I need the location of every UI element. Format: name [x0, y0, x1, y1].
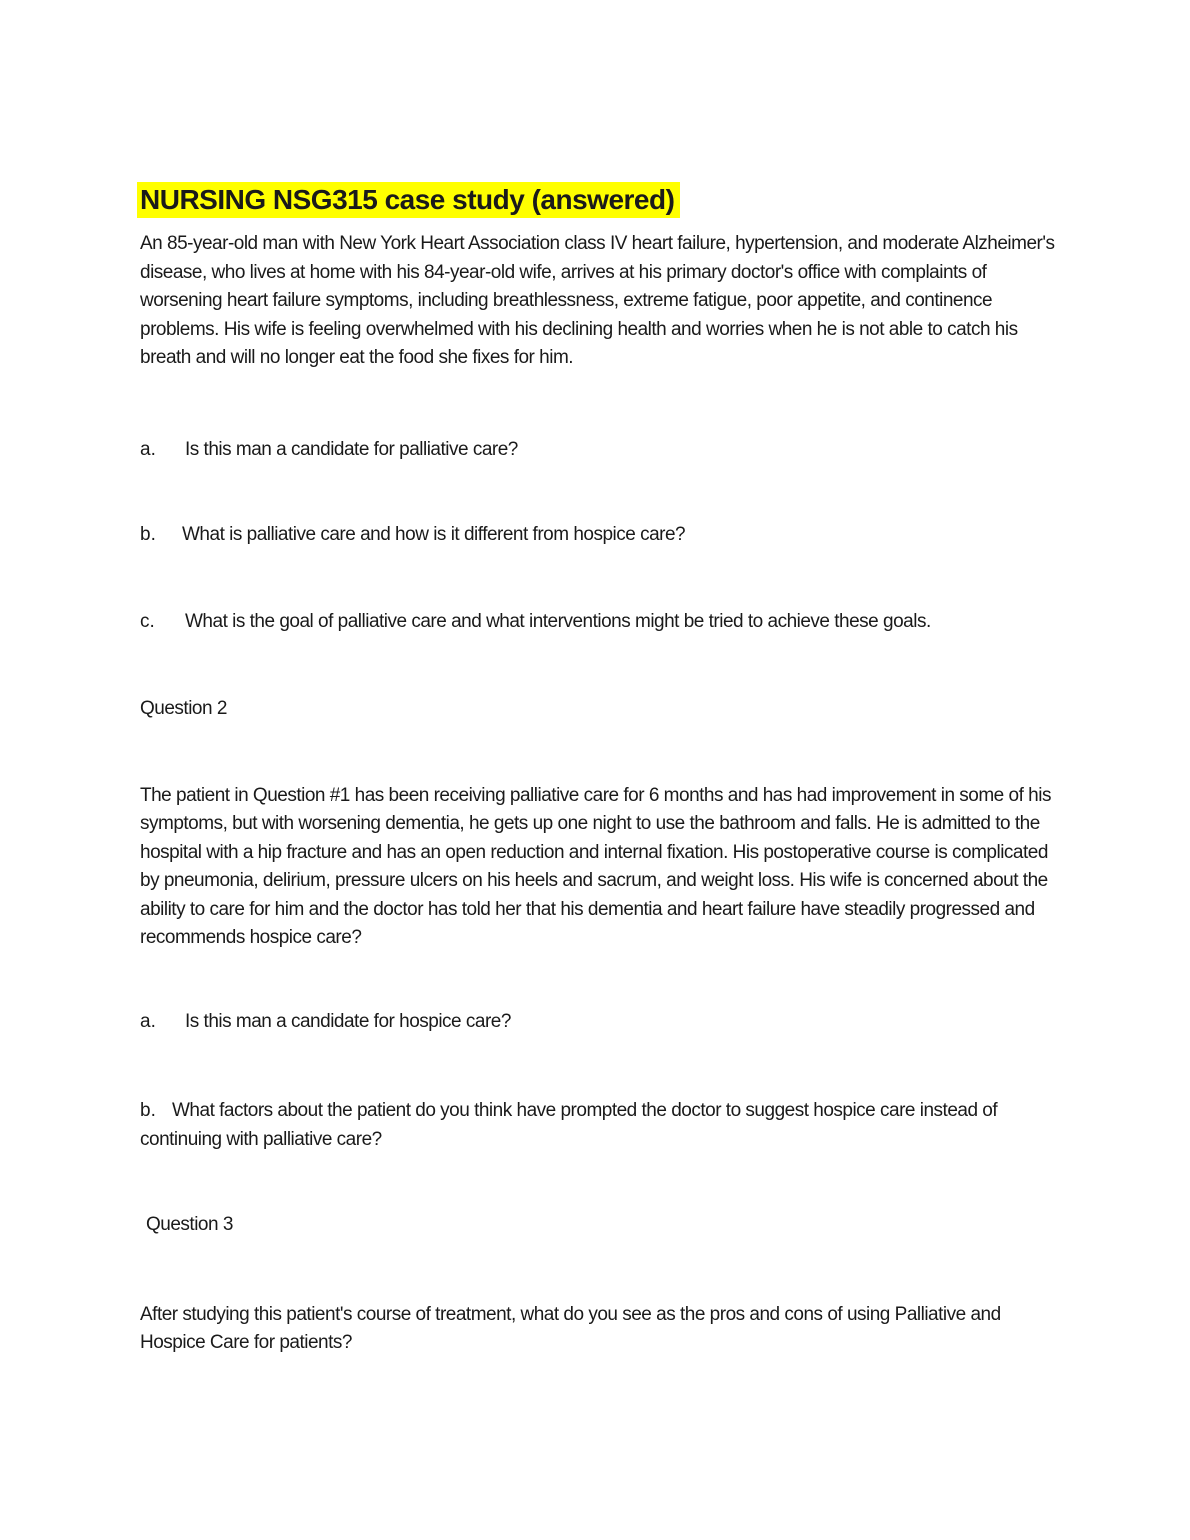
item-text: What is the goal of palliative care and what interventions might be tried to achieve these goals.	[185, 610, 931, 632]
question3-heading: Question 3	[146, 1214, 233, 1235]
question1-item-a	[140, 436, 1060, 465]
title-highlight: NURSING NSG315 case study (answered)	[137, 182, 680, 218]
page-title	[140, 181, 1065, 219]
item-text: What factors about the patient do you think have prompted the doctor to suggest hospice care instead of continuing with palliative care?	[140, 1100, 998, 1150]
question2-paragraph: The patient in Question #1 has been receiving palliative care for 6 months and has had improvement in some of his symptoms, but with worsening dementia, he gets up one night to use the bathroom and falls. He is admitted to the hospital with a hip fracture and has an open reduction and internal fixation. His postoperative course is complicated by pneumonia, delirium, pressure ulcers on his heels and sacrum, and weight loss. His wife is concerned about the ability to care for him and the doctor has told her that his dementia and heart failure have steadily progressed and recommends hospice care?	[140, 784, 1051, 948]
question2-item-b	[140, 1097, 1060, 1154]
intro-paragraph: An 85-year-old man with New York Heart Association class IV heart failure, hypertension, and moderate Alzheimer's disease, who lives at home with his 84-year-old wife, arrives at his primary doctor's office with complaints of worsening heart failure symptoms, including breathlessness, extreme fatigue, poor appetite, and continence problems. His wife is feeling overwhelmed with his declining health and worries when he is not able to catch his breath and will no longer eat the food she fixes for him.	[140, 233, 1055, 368]
item-marker: a.	[140, 1010, 156, 1032]
item-marker: b.	[140, 524, 156, 545]
question2-heading: Question 2	[140, 698, 227, 719]
item-text: What is palliative care and how is it different from hospice care?	[182, 524, 686, 545]
question2-item-a	[140, 1008, 1060, 1037]
question1-item-c	[140, 608, 1060, 637]
item-marker: a.	[140, 438, 156, 460]
item-text: Is this man a candidate for palliative care?	[185, 438, 518, 460]
question3-paragraph: After studying this patient's course of treatment, what do you see as the pros and cons of using Palliative and Hospice Care for patients?	[140, 1303, 1001, 1353]
item-marker: c.	[140, 610, 155, 632]
item-marker: b.	[140, 1100, 156, 1121]
question1-item-b	[140, 521, 1060, 550]
item-text: Is this man a candidate for hospice care?	[185, 1010, 511, 1032]
